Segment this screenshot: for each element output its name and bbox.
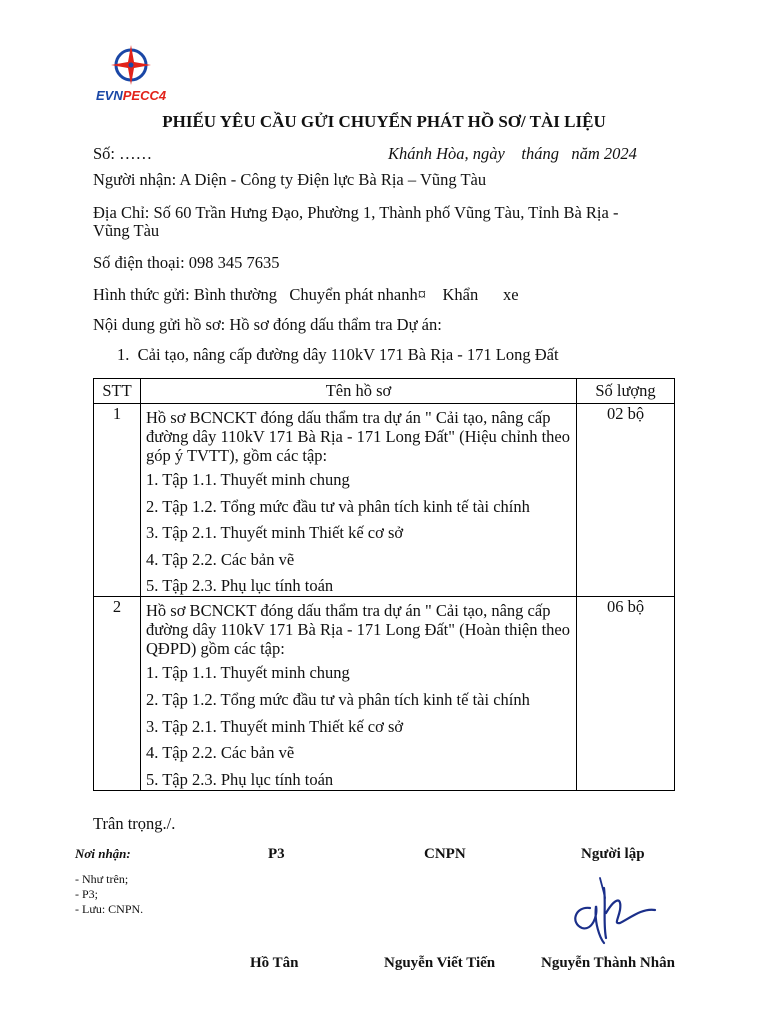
document-number: Số: …… — [93, 144, 153, 163]
recipient-line: Người nhận: A Diện - Công ty Điện lực Bà Rịa – Vũng Tàu — [93, 170, 487, 189]
row-stt: 1 — [94, 404, 141, 597]
address-line-2: Vũng Tàu — [93, 221, 160, 240]
row-stt: 2 — [94, 597, 141, 790]
volume-item: 3. Tập 2.1. Thuyết minh Thiết kế cơ sở — [146, 523, 404, 543]
document-title: PHIẾU YÊU CẦU GỬI CHUYỂN PHÁT HỒ SƠ/ TÀI LIỆU — [162, 112, 606, 131]
logo-wordmark: EVNPECC4 — [96, 88, 167, 103]
volume-item: 4. Tập 2.2. Các bản vẽ — [146, 549, 295, 569]
column-header-quantity: Số lượng — [577, 379, 675, 404]
address-line-1: Địa Chỉ: Số 60 Trần Hưng Đạo, Phường 1, Thành phố Vũng Tàu, Tỉnh Bà Rịa - — [93, 203, 619, 222]
delivery-method-line: Hình thức gửi: Bình thường 󠄶 Chuyển phát nhanh¤ Khẩn 󠄶 xe 󠄶 — [93, 285, 527, 304]
volume-item: 2. Tập 1.2. Tổng mức đầu tư và phân tích kinh tế tài chính — [146, 689, 530, 709]
handwritten-signature — [560, 868, 690, 948]
table-header-row — [94, 379, 675, 404]
row-document-name — [141, 404, 577, 597]
recipient-item: - P3; — [75, 887, 99, 901]
content-line: Nội dung gửi hồ sơ: Hồ sơ đóng dấu thẩm tra Dự án: — [93, 315, 442, 334]
volume-item: 5. Tập 2.3. Phụ lục tính toán — [146, 576, 334, 596]
row-description: Hồ sơ BCNCKT đóng dấu thẩm tra dự án " Cải tạo, nâng cấp đường dây 110kV 171 Bà Rịa - 171 Long Đất" (Hiệu chỉnh theo góp ý TVTT), gồm các tập: — [146, 408, 571, 465]
volume-item: 1. Tập 1.1. Thuyết minh chung — [146, 470, 350, 489]
column-header-stt: STT — [94, 379, 141, 404]
document-date: Khánh Hòa, ngày tháng năm 2024 — [388, 144, 637, 163]
volume-item: 2. Tập 1.2. Tổng mức đầu tư và phân tích kinh tế tài chính — [146, 496, 530, 516]
signer-name-p3: Hồ Tân — [250, 955, 299, 971]
table-row — [94, 597, 675, 790]
volume-item: 4. Tập 2.2. Các bản vẽ — [146, 743, 295, 763]
row-quantity: 06 bộ — [577, 597, 675, 790]
closing-text: Trân trọng./. — [93, 814, 176, 833]
row-document-name — [141, 597, 577, 790]
signer-name-cnpn: Nguyễn Viết Tiến — [384, 955, 496, 971]
signer-title-cnpn: CNPN — [424, 846, 466, 862]
table-row — [94, 404, 675, 597]
signer-name-preparer: Nguyễn Thành Nhân — [541, 955, 675, 971]
row-description: Hồ sơ BCNCKT đóng dấu thẩm tra dự án " Cải tạo, nâng cấp đường dây 110kV 171 Bà Rịa - 171 Long Đất" (Hoàn thiện theo QĐPD) gồm các tập: — [146, 601, 571, 659]
evnpecc4-logo — [96, 44, 186, 104]
recipient-item: - Như trên; — [75, 872, 129, 886]
phone-line: Số điện thoại: 098 345 7635 — [93, 253, 280, 272]
recipients-label: Nơi nhận: — [75, 846, 131, 861]
signer-title-preparer: Người lập — [581, 846, 645, 862]
volume-item: 1. Tập 1.1. Thuyết minh chung — [146, 663, 350, 683]
recipient-item: - Lưu: CNPN. — [75, 902, 144, 916]
documents-table — [93, 378, 675, 791]
volume-item: 3. Tập 2.1. Thuyết minh Thiết kế cơ sở — [146, 716, 404, 736]
column-header-name: Tên hồ sơ — [141, 379, 577, 404]
volume-item: 5. Tập 2.3. Phụ lục tính toán — [146, 769, 334, 789]
recipients-list — [75, 872, 143, 917]
row-quantity: 02 bộ — [577, 404, 675, 597]
signer-title-p3: P3 — [268, 846, 285, 862]
star-emblem-icon — [110, 44, 152, 86]
project-list-item: 1. Cải tạo, nâng cấp đường dây 110kV 171 Bà Rịa - 171 Long Đất — [117, 345, 559, 364]
